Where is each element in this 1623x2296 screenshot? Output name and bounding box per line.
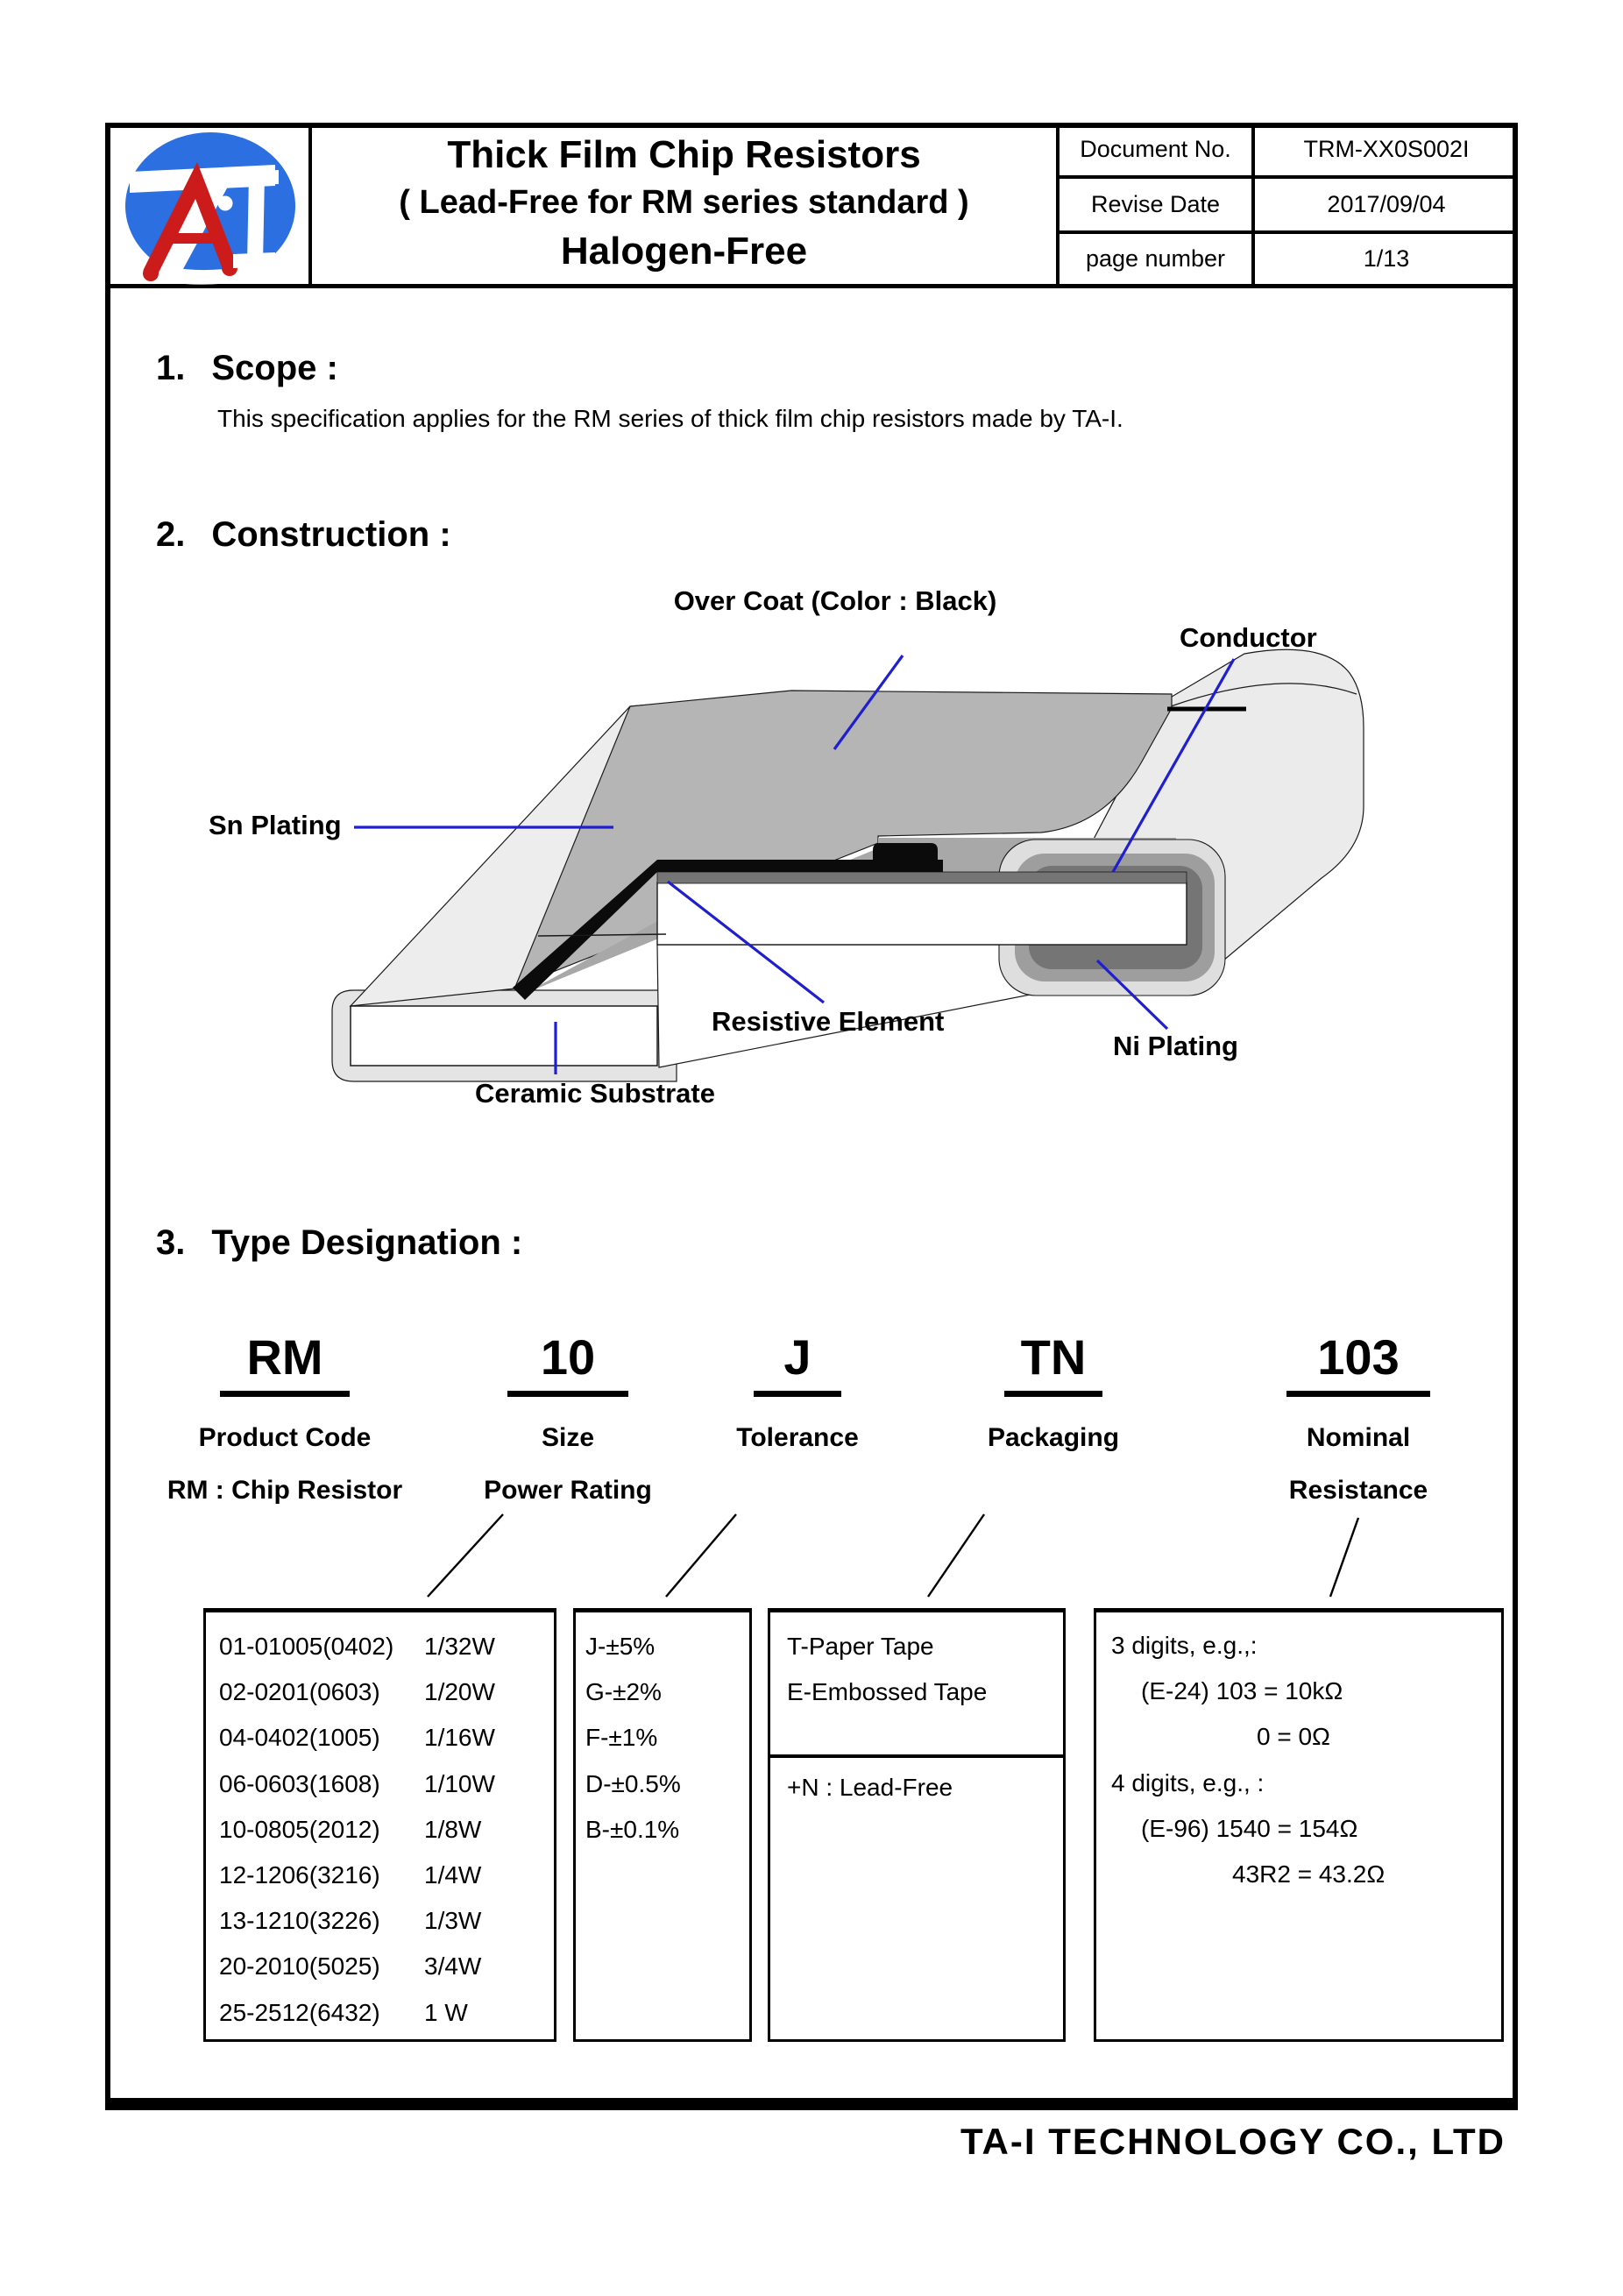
list-item: T-Paper Tape — [787, 1633, 934, 1661]
label-resistive-element: Resistive Element — [712, 1006, 945, 1037]
power-rating: 1 W — [424, 1998, 468, 2026]
code-103-label2: Resistance — [1288, 1476, 1428, 1505]
packaging-box-divider — [768, 1754, 1066, 1758]
code-10-label2: Power Rating — [484, 1476, 652, 1505]
type-designation-slashes — [428, 1514, 1358, 1597]
code-j-label1: Tolerance — [736, 1423, 859, 1452]
nominal-line: 43R2 = 43.2Ω — [1232, 1860, 1386, 1888]
scope-title: Scope : — [211, 349, 338, 387]
ceramic-substrate-face — [351, 1006, 657, 1066]
code-rm-label1: Product Code — [198, 1423, 372, 1452]
label-ceramic-substrate: Ceramic Substrate — [475, 1078, 715, 1109]
size-code: 20-2010(5025) — [219, 1952, 380, 1981]
doc-no-label: Document No. — [1080, 135, 1231, 162]
doc-title-line2: ( Lead-Free for RM series standard ) — [399, 184, 969, 221]
label-ni-plating: Ni Plating — [1113, 1031, 1238, 1061]
nominal-line: (E-24) 103 = 10kΩ — [1141, 1677, 1343, 1704]
list-item: D-±0.5% — [585, 1769, 681, 1797]
size-code: 10-0805(2012) — [219, 1815, 380, 1843]
code-103-label1: Nominal — [1306, 1423, 1411, 1452]
company-name: TA-I TECHNOLOGY CO., LTD — [960, 2121, 1506, 2162]
power-rating: 1/10W — [424, 1769, 495, 1797]
power-rating: 1/20W — [424, 1678, 495, 1706]
revise-date-value: 2017/09/04 — [1327, 191, 1446, 217]
nominal-line: 3 digits, e.g.,: — [1111, 1632, 1258, 1659]
scope-body: This specification applies for the RM series of thick film chip resistors made by TA-I. — [217, 405, 1123, 432]
code-10-label1: Size — [541, 1423, 595, 1452]
lead-free-note: +N : Lead-Free — [787, 1774, 953, 1801]
label-conductor: Conductor — [1180, 622, 1317, 653]
list-item: J-±5% — [585, 1633, 656, 1661]
power-rating: 1/3W — [424, 1907, 482, 1935]
label-over-coat: Over Coat (Color : Black) — [673, 585, 997, 616]
code-10: 10 — [507, 1329, 628, 1397]
list-item: F-±1% — [585, 1724, 658, 1752]
power-rating: 1/4W — [424, 1861, 482, 1889]
type-number: 3. — [156, 1223, 186, 1262]
list-item: E-Embossed Tape — [787, 1678, 988, 1706]
nominal-line: 4 digits, e.g., : — [1111, 1769, 1265, 1796]
power-rating: 1/8W — [424, 1815, 482, 1843]
scope-number: 1. — [156, 349, 186, 387]
label-sn-plating: Sn Plating — [209, 810, 342, 840]
size-code: 04-0402(1005) — [219, 1724, 380, 1752]
list-item: B-±0.1% — [585, 1815, 680, 1843]
size-code: 25-2512(6432) — [219, 1998, 380, 2026]
power-rating: 3/4W — [424, 1952, 482, 1981]
code-rm-label2: RM : Chip Resistor — [167, 1476, 403, 1505]
doc-no-value: TRM-XX0S002I — [1303, 135, 1470, 162]
conductor-layer — [657, 872, 1187, 883]
nominal-line: (E-96) 1540 = 154Ω — [1141, 1815, 1358, 1842]
doc-title-line1: Thick Film Chip Resistors — [447, 133, 921, 176]
size-code: 02-0201(0603) — [219, 1678, 380, 1706]
code-j: J — [754, 1329, 841, 1397]
code-tn-label1: Packaging — [987, 1423, 1120, 1452]
page-number-value: 1/13 — [1363, 245, 1410, 272]
size-code: 12-1206(3216) — [219, 1861, 380, 1889]
list-item: G-±2% — [585, 1678, 662, 1706]
construction-number: 2. — [156, 515, 186, 554]
code-103: 103 — [1286, 1329, 1430, 1397]
power-rating: 1/32W — [424, 1633, 495, 1661]
page-number-label: page number — [1085, 245, 1226, 272]
nominal-line: 0 = 0Ω — [1257, 1723, 1330, 1750]
power-rating: 1/16W — [424, 1724, 495, 1752]
doc-title-line3: Halogen-Free — [560, 230, 808, 273]
type-title: Type Designation : — [211, 1223, 523, 1262]
revise-date-label: Revise Date — [1090, 191, 1221, 217]
construction-title: Construction : — [211, 515, 451, 554]
size-code: 06-0603(1608) — [219, 1769, 380, 1797]
code-tn: TN — [1004, 1329, 1102, 1397]
size-code: 13-1210(3226) — [219, 1907, 380, 1935]
code-rm: RM — [220, 1329, 350, 1397]
size-code: 01-01005(0402) — [219, 1633, 394, 1661]
